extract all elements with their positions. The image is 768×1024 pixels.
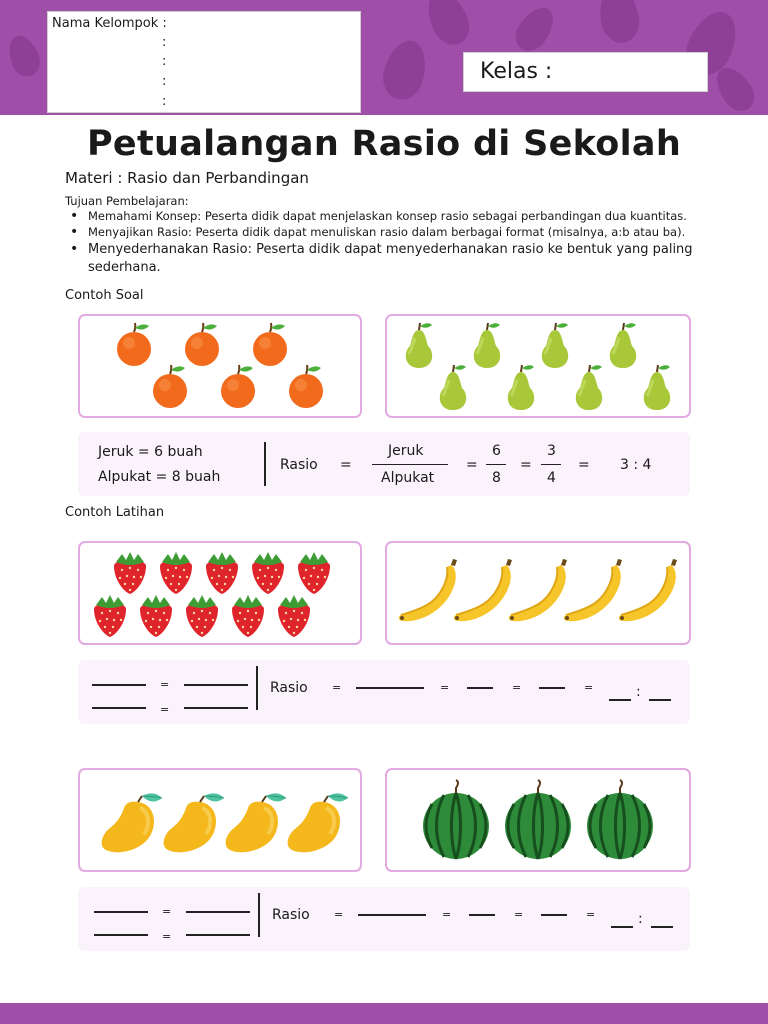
mango-icon xyxy=(102,793,162,852)
pear-box xyxy=(385,314,691,418)
orange-icon xyxy=(185,323,219,366)
count-line-2: Alpukat = 8 buah xyxy=(98,469,221,485)
strawberry-icon xyxy=(252,552,284,594)
banana-icon xyxy=(509,559,567,621)
watermelon-icon xyxy=(505,780,571,859)
divider xyxy=(258,893,260,937)
footer-band xyxy=(0,1003,768,1024)
mango-icon xyxy=(164,793,224,852)
equals-sign: = xyxy=(162,905,172,918)
equals-sign: = xyxy=(334,908,344,921)
equals-sign: = xyxy=(578,457,590,473)
answer-blank[interactable] xyxy=(541,914,567,916)
strawberry-icon xyxy=(94,595,126,637)
watermelon-icon xyxy=(587,780,653,859)
equals-sign: = xyxy=(586,908,596,921)
answer-blank[interactable] xyxy=(94,934,148,936)
equals-sign: = xyxy=(514,908,524,921)
answer-blank[interactable] xyxy=(92,684,146,686)
colon: : xyxy=(162,54,167,69)
banana-icon xyxy=(564,559,622,621)
pear-icon xyxy=(644,365,670,410)
equals-sign: = xyxy=(340,457,352,473)
pear-group xyxy=(387,316,689,416)
equals-sign: = xyxy=(466,457,478,473)
colon: : xyxy=(162,74,167,89)
class-field[interactable]: Kelas : xyxy=(463,52,708,92)
strawberry-icon xyxy=(114,552,146,594)
learning-goal-item: • Memahami Konsep: Peserta didik dapat menjelaskan konsep rasio sebagai perbandingan dua kuantitas. xyxy=(70,208,710,224)
divider xyxy=(256,666,258,710)
answer-blank[interactable] xyxy=(358,914,426,916)
group-name-label: Nama Kelompok : xyxy=(52,16,167,31)
exercise-ratio-panel-2[interactable] xyxy=(78,887,690,951)
fraction-numerator: Jeruk xyxy=(388,443,424,459)
answer-blank[interactable] xyxy=(469,914,495,916)
strawberry-icon xyxy=(186,595,218,637)
mango-box xyxy=(78,768,362,872)
answer-blank[interactable] xyxy=(609,699,631,701)
orange-icon xyxy=(221,365,255,408)
learning-goal-item: • Menyederhanakan Rasio: Peserta didik dapat menyederhanakan rasio ke bentuk yang paling sederhana. xyxy=(70,240,710,277)
answer-blank[interactable] xyxy=(651,926,673,928)
equals-sign: = xyxy=(160,678,170,691)
pear-icon xyxy=(610,323,636,368)
banana-box xyxy=(385,541,691,645)
equals-sign: = xyxy=(512,681,522,694)
fraction-bar xyxy=(486,464,506,465)
equals-sign: = xyxy=(162,930,172,943)
pear-icon xyxy=(542,323,568,368)
watermelon-icon xyxy=(423,780,489,859)
fraction-numerator: 3 xyxy=(547,443,556,459)
fraction-denominator: 4 xyxy=(547,470,556,486)
orange-group xyxy=(80,316,360,416)
group-name-box[interactable] xyxy=(47,11,361,113)
mango-icon xyxy=(288,793,348,852)
learning-goals-list xyxy=(70,208,710,277)
equals-sign: = xyxy=(160,703,170,716)
answer-blank[interactable] xyxy=(467,687,493,689)
learning-goal-item: • Menyajikan Rasio: Peserta didik dapat menuliskan rasio dalam berbagai format (misalnya, a:b atau ba). xyxy=(70,224,710,240)
ratio-result: 3 : 4 xyxy=(620,457,652,473)
page-title: Petualangan Rasio di Sekolah xyxy=(86,124,682,164)
ratio-colon: : xyxy=(638,911,643,927)
orange-icon xyxy=(289,365,323,408)
ratio-label: Rasio xyxy=(270,680,308,696)
strawberry-icon xyxy=(278,595,310,637)
fraction-numerator: 6 xyxy=(492,443,501,459)
answer-blank[interactable] xyxy=(186,911,250,913)
banana-group xyxy=(387,543,689,643)
pear-icon xyxy=(440,365,466,410)
learning-goals-heading: Tujuan Pembelajaran: xyxy=(65,194,189,208)
strawberry-icon xyxy=(140,595,172,637)
colon: : xyxy=(162,94,167,109)
answer-blank[interactable] xyxy=(94,911,148,913)
banana-icon xyxy=(399,559,457,621)
answer-blank[interactable] xyxy=(611,926,633,928)
exercise-label: Contoh Latihan xyxy=(65,505,165,520)
orange-icon xyxy=(117,323,151,366)
answer-blank[interactable] xyxy=(92,707,146,709)
colon: : xyxy=(162,35,167,50)
answer-blank[interactable] xyxy=(184,684,248,686)
ratio-colon: : xyxy=(636,684,641,700)
strawberry-box xyxy=(78,541,362,645)
orange-box xyxy=(78,314,362,418)
ratio-label: Rasio xyxy=(272,907,310,923)
divider xyxy=(264,442,266,486)
answer-blank[interactable] xyxy=(356,687,424,689)
pear-icon xyxy=(508,365,534,410)
strawberry-group xyxy=(80,543,360,643)
pear-icon xyxy=(576,365,602,410)
pear-icon xyxy=(474,323,500,368)
leaf-decoration xyxy=(595,0,642,46)
mango-group xyxy=(80,770,360,870)
exercise-ratio-panel-1[interactable] xyxy=(78,660,690,724)
watermelon-group xyxy=(387,770,689,870)
orange-icon xyxy=(153,365,187,408)
equals-sign: = xyxy=(520,457,532,473)
strawberry-icon xyxy=(206,552,238,594)
equals-sign: = xyxy=(442,908,452,921)
leaf-decoration xyxy=(420,0,476,51)
answer-blank[interactable] xyxy=(184,707,248,709)
fraction-bar xyxy=(372,464,448,465)
materi-line: Materi : Rasio dan Perbandingan xyxy=(65,169,309,187)
strawberry-icon xyxy=(298,552,330,594)
count-line-1: Jeruk = 6 buah xyxy=(98,444,203,460)
orange-icon xyxy=(253,323,287,366)
equals-sign: = xyxy=(440,681,450,694)
answer-blank[interactable] xyxy=(539,687,565,689)
answer-blank[interactable] xyxy=(649,699,671,701)
banana-icon xyxy=(619,559,677,621)
pear-icon xyxy=(406,323,432,368)
fraction-bar xyxy=(541,464,561,465)
strawberry-icon xyxy=(160,552,192,594)
strawberry-icon xyxy=(232,595,264,637)
fraction-denominator: 8 xyxy=(492,470,501,486)
fraction-denominator: Alpukat xyxy=(381,470,435,486)
example-label: Contoh Soal xyxy=(65,288,144,303)
answer-blank[interactable] xyxy=(186,934,250,936)
leaf-decoration xyxy=(378,36,432,104)
watermelon-box xyxy=(385,768,691,872)
banana-icon xyxy=(454,559,512,621)
equals-sign: = xyxy=(584,681,594,694)
ratio-label: Rasio xyxy=(280,457,318,473)
equals-sign: = xyxy=(332,681,342,694)
leaf-decoration xyxy=(509,1,561,58)
leaf-decoration xyxy=(4,31,45,80)
mango-icon xyxy=(226,793,286,852)
example-ratio-panel xyxy=(78,432,690,496)
